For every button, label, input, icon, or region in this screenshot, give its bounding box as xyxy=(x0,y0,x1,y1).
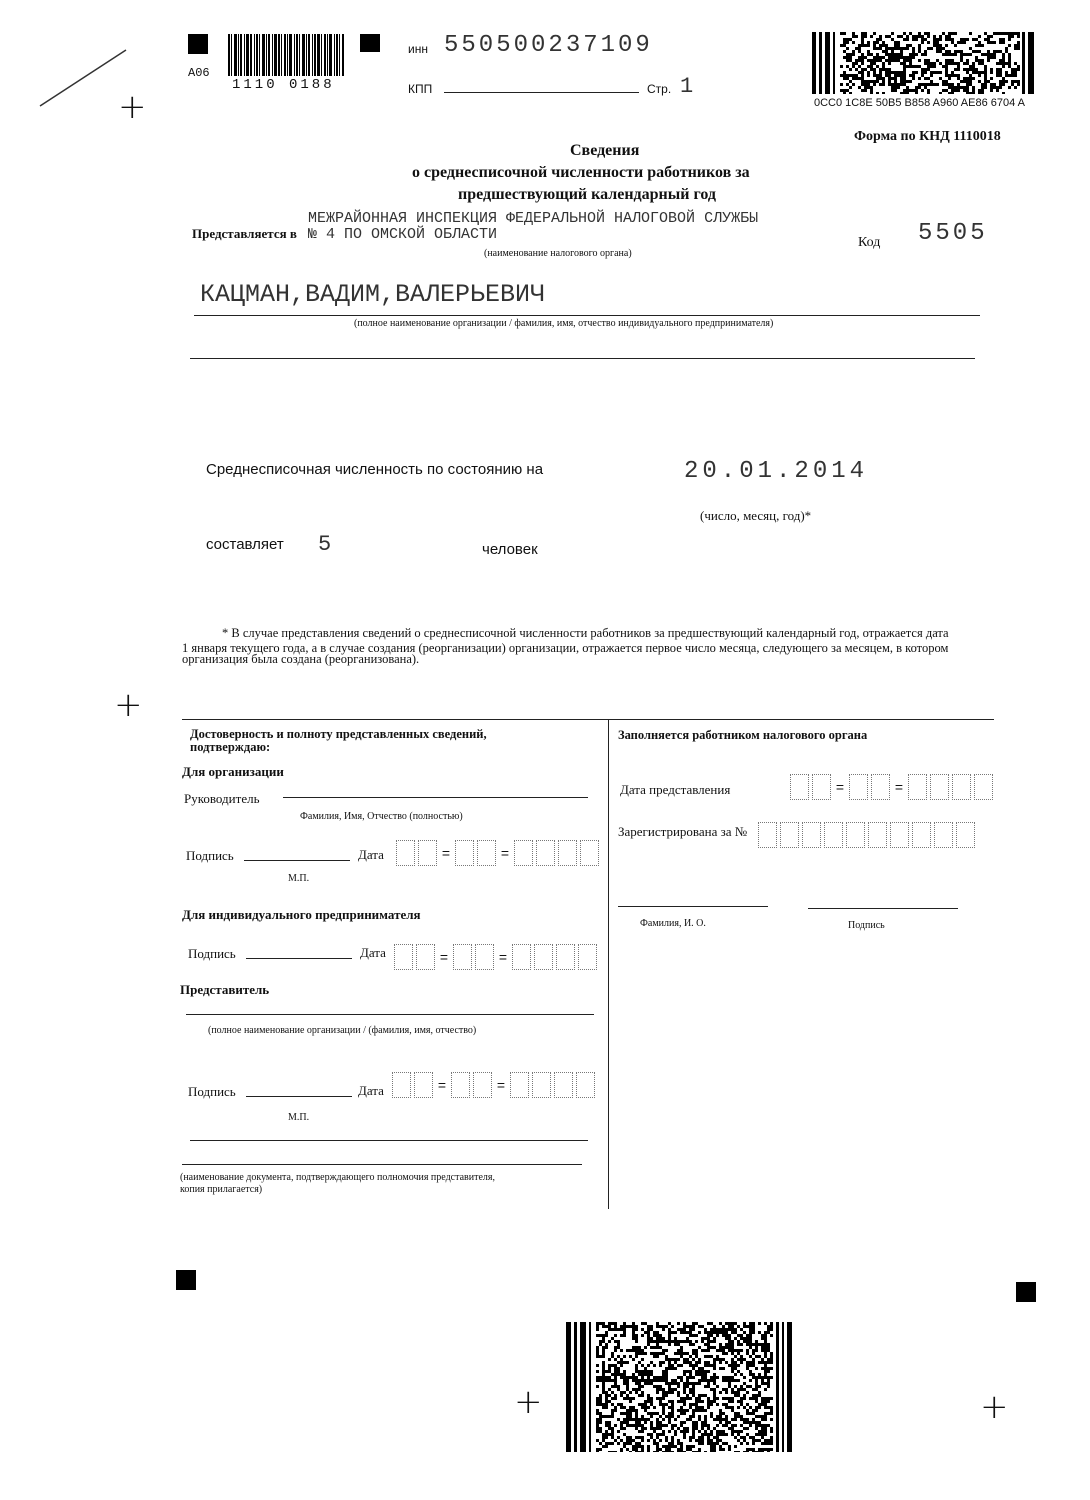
linear-barcode xyxy=(228,34,344,76)
fio-caption: Фамилия, Имя, Отчество (полностью) xyxy=(300,811,463,822)
org-sign-line xyxy=(244,860,350,861)
org-date-field[interactable]: = = xyxy=(396,840,599,866)
org-sign-label: Подпись xyxy=(186,848,234,863)
organization-line xyxy=(194,315,980,316)
as-of-label: Среднесписочная численность по состоянию на xyxy=(206,461,544,478)
inn-value: 550500237109 xyxy=(444,32,653,59)
rep-date-field[interactable]: = = xyxy=(392,1072,595,1098)
kpp-label: КПП xyxy=(408,82,433,96)
ip-title: Для индивидуального предпринимателя xyxy=(182,907,421,922)
registration-mark-bottom-left xyxy=(176,1270,196,1290)
amount-value: 5 xyxy=(318,532,332,557)
title-line2: о среднесписочной численности работников за xyxy=(412,164,750,181)
inspector-sign-line xyxy=(808,908,958,909)
head-label: Руководитель xyxy=(184,791,260,806)
title-line3: предшествующий календарный год xyxy=(458,186,716,203)
tax-office-caption: (наименование налогового органа) xyxy=(484,248,632,259)
inspector-name-line xyxy=(618,906,768,907)
amount-label: составляет xyxy=(206,536,284,553)
tax-office-line1: МЕЖРАЙОННАЯ ИНСПЕКЦИЯ ФЕДЕРАЛЬНОЙ НАЛОГОВОЙ СЛУЖБЫ xyxy=(308,210,759,227)
crosshair-mark-bottom-right: + xyxy=(980,1387,1009,1427)
tax-code-value: 5505 xyxy=(918,220,988,247)
rep-sign-line xyxy=(246,1096,352,1097)
date-caption: (число, месяц, год)* xyxy=(700,508,812,523)
registration-mark-top-middle xyxy=(360,34,380,52)
inspector-fio-caption: Фамилия, И. О. xyxy=(640,918,706,929)
page-value: 1 xyxy=(680,74,694,99)
org-stamp: М.П. xyxy=(288,873,310,884)
tax-office-line2: № 4 ПО ОМСКОЙ ОБЛАСТИ xyxy=(308,226,498,243)
left-heading-1: Достоверность и полноту представленных сведений, xyxy=(190,727,487,741)
rep-name-line xyxy=(186,1014,594,1015)
crosshair-mark-bottom-left: + xyxy=(514,1382,543,1422)
head-name-line xyxy=(283,797,588,798)
crosshair-mark-top: + xyxy=(118,87,147,127)
form-code: Форма по КНД 1110018 xyxy=(854,129,1001,144)
registered-number-field[interactable] xyxy=(758,822,975,848)
registered-label: Зарегистрирована за № xyxy=(618,824,748,839)
submit-date-label: Дата представления xyxy=(620,782,731,797)
submit-date-field[interactable]: = = xyxy=(790,774,993,800)
as-of-date: 20.01.2014 xyxy=(684,458,869,485)
ip-sign-line xyxy=(246,958,352,959)
footnote-line1: * В случае представления сведений о среднесписочной численности работников за предшествующий календарный год, отражается дата xyxy=(222,626,949,640)
inn-label: инн xyxy=(408,42,428,56)
rep-doc-line-2 xyxy=(182,1164,582,1165)
inspector-sign-caption: Подпись xyxy=(848,920,885,931)
rep-doc-line xyxy=(190,1140,588,1141)
rep-date-label: Дата xyxy=(358,1083,384,1098)
doc-caption-1: (наименование документа, подтверждающего полномочия представителя, xyxy=(180,1172,496,1183)
rep-stamp: М.П. xyxy=(288,1112,310,1123)
page-label: Стр. xyxy=(647,82,672,96)
organization-line-2 xyxy=(190,358,975,359)
datamatrix-barcode-bottom xyxy=(566,1322,792,1452)
barcode-number: 1110 0188 xyxy=(232,77,335,93)
footnote-line2: 1 января текущего года, а в случае создания (реорганизации) организации, отражается первое число месяца, следующего за месяцем, в котором xyxy=(182,641,949,655)
rep-title: Представитель xyxy=(180,982,270,997)
tax-code-label: Код xyxy=(858,235,881,250)
registration-mark-top-left xyxy=(188,34,208,54)
org-title: Для организации xyxy=(182,764,284,779)
registration-mark-bottom-right xyxy=(1016,1282,1036,1302)
diagonal-stroke xyxy=(38,48,128,108)
right-heading: Заполняется работником налогового органа xyxy=(618,728,868,742)
doc-caption-2: копия прилагается) xyxy=(180,1184,263,1195)
tax-office-prefix: Представляется в xyxy=(192,226,297,241)
datamatrix-barcode-top xyxy=(812,32,1034,94)
organization-caption: (полное наименование организации / фамилия, имя, отчество индивидуального предпринимателя) xyxy=(354,318,774,329)
ip-date-field[interactable]: = = xyxy=(394,944,597,970)
ip-sign-label: Подпись xyxy=(188,946,236,961)
title-line1: Сведения xyxy=(570,142,640,159)
crosshair-mark-middle: + xyxy=(114,685,143,725)
left-heading-2: подтверждаю: xyxy=(190,740,271,754)
rep-caption: (полное наименование организации / (фамилия, имя, отчество) xyxy=(208,1025,477,1036)
organization-name: КАЦМАН,ВАДИМ,ВАЛЕРЬЕВИЧ xyxy=(200,280,546,309)
section-top-line xyxy=(182,719,994,720)
form-code-a06: A06 xyxy=(188,66,210,80)
amount-unit: человек xyxy=(482,541,538,558)
rep-sign-label: Подпись xyxy=(188,1084,236,1099)
section-divider xyxy=(608,719,609,1209)
org-date-label: Дата xyxy=(358,847,384,862)
ip-date-label: Дата xyxy=(360,945,386,960)
footnote-line3: организация была создана (реорганизована). xyxy=(182,652,420,666)
kpp-line xyxy=(444,92,639,93)
hash-code: 0CC0 1C8E 50B5 B858 A960 AE86 6704 A xyxy=(814,97,1025,109)
